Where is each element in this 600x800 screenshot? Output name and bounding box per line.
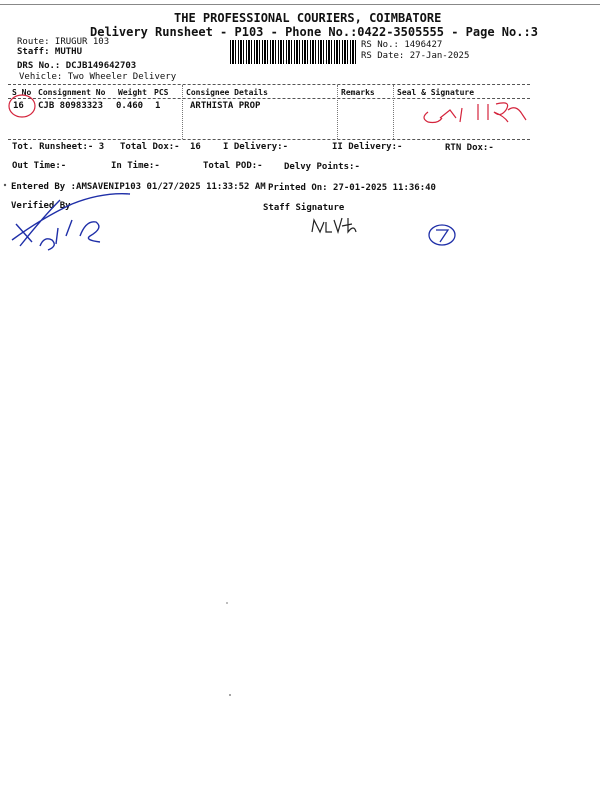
col-header-remarks: Remarks [341,88,375,97]
sno-circle-mark [9,95,35,117]
row-consignee: ARTHISTA PROP [190,101,261,111]
tot-runsheet: Tot. Runsheet:- 3 [12,142,105,152]
rtn-dox: RTN Dox:- [445,143,494,153]
drs-number: DRS No.: DCJB149642703 [17,61,137,71]
runsheet-subtitle: Delivery Runsheet - P103 - Phone No.:0422-3505555 - Page No.:3 [90,25,538,39]
ii-delivery: II Delivery:- [332,142,403,152]
page-circle-digit [436,230,448,242]
row-consignment: CJB 80983323 [38,101,104,111]
page-circle-mark [429,225,455,245]
total-dox-label: Total Dox:- [120,142,180,152]
in-time: In Time:- [111,161,160,171]
out-time: Out Time:- [12,161,67,171]
total-dox-value: 16 [190,142,201,152]
route-label: Route: IRUGUR 103 [17,37,110,47]
col-header-weight: Weight [118,88,147,97]
col-header-pcs: PCS [154,88,169,97]
stray-dot [229,694,231,696]
printed-on: Printed On: 27-01-2025 11:36:40 [268,183,436,193]
i-delivery: I Delivery:- [223,142,289,152]
seal-scribble [424,103,526,123]
staff-signature-label: Staff Signature [263,203,345,213]
entered-by: Entered By :AMSAVENIP103 01/27/2025 11:33:52 AM [11,182,266,192]
staff-label: Staff: MUTHU [17,47,83,57]
delvy-points: Delvy Points:- [284,162,360,172]
col-header-seal: Seal & Signature [397,88,475,97]
total-pod: Total POD:- [203,161,263,171]
col-header-sno: S No [12,88,32,97]
col-header-consignee: Consignee Details [186,88,268,97]
row-weight: 0.460 [116,101,144,111]
verified-by-label: Verified By [11,201,71,211]
staff-signature [312,218,356,232]
row-sno: 16 [13,101,24,111]
row-pcs: 1 [155,101,161,111]
verified-signature [12,194,130,250]
rs-date: RS Date: 27-Jan-2025 [361,51,470,61]
stray-dot [226,602,228,604]
vehicle-label: Vehicle: Two Wheeler Delivery [19,72,177,82]
col-header-consignment: Consignment No [38,88,106,97]
stray-dot [4,184,6,186]
company-title: THE PROFESSIONAL COURIERS, COIMBATORE [174,11,442,25]
rs-number: RS No.: 1496427 [361,40,443,50]
